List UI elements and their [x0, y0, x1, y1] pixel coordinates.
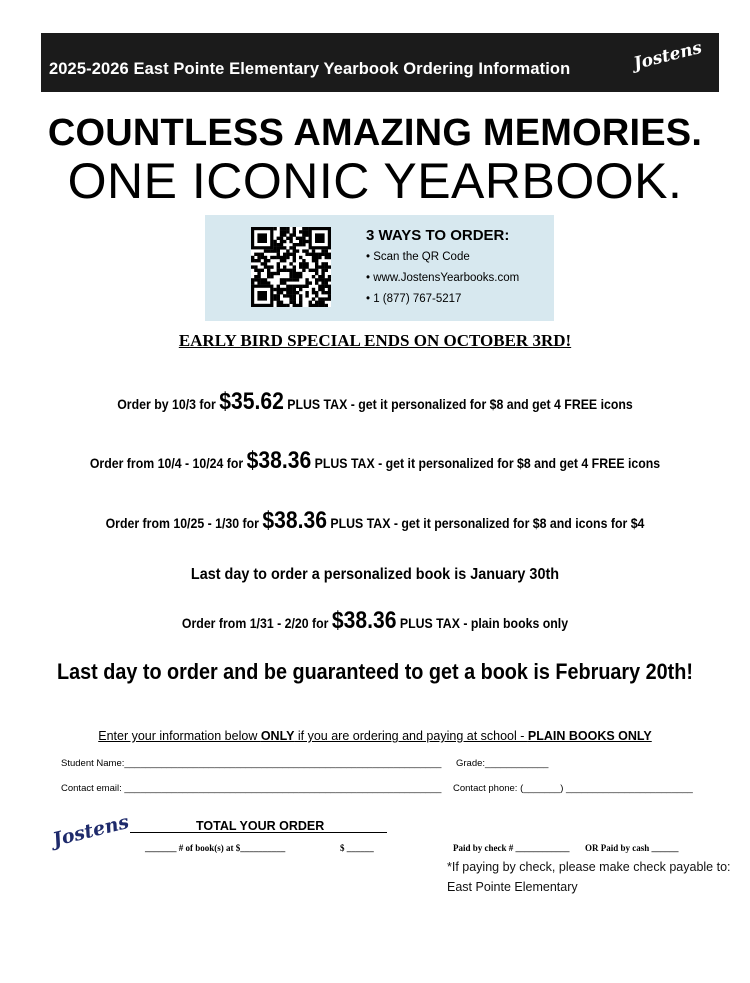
headline-line-2: ONE ICONIC YEARBOOK. [67, 153, 683, 209]
qr-code-icon[interactable] [251, 227, 331, 307]
price-prefix: Order from 10/25 - 1/30 for [105, 515, 263, 531]
order-options-box [205, 215, 554, 321]
price-prefix: Order from 10/4 - 10/24 for [89, 455, 247, 471]
order-way-qr: • Scan the QR Code [366, 251, 470, 263]
jostens-logo-bottom: Jostens [50, 810, 132, 852]
instructions-text-mid: if you are ordering and paying at school - [294, 729, 528, 743]
header-bar [41, 33, 719, 92]
student-name-field[interactable]: Student Name:____________________________________________________________ [61, 758, 442, 769]
instructions-only: ONLY [260, 729, 295, 743]
price-suffix: PLUS TAX - get it personalized for $8 and get 4 FREE icons [311, 455, 661, 471]
order-ways-title: 3 WAYS TO ORDER: [366, 227, 510, 244]
check-payable-name: East Pointe Elementary [447, 880, 578, 894]
total-amount-field[interactable]: $ ______ [340, 843, 374, 853]
jostens-logo: Jostens [632, 37, 705, 75]
book-count-field[interactable]: _______ # of book(s) at $__________ [145, 843, 286, 853]
price-prefix: Order from 1/31 - 2/20 for [181, 615, 332, 631]
early-bird-notice: EARLY BIRD SPECIAL ENDS ON OCTOBER 3RD! [178, 331, 572, 350]
final-deadline: Last day to order and be guaranteed to get a book is February 20th! [57, 659, 693, 684]
order-way-phone: • 1 (877) 767-5217 [366, 293, 462, 305]
price-amount: $38.36 [331, 607, 397, 634]
check-payable-note: *If paying by check, please make check payable to: [447, 860, 731, 874]
price-amount: $35.62 [219, 388, 284, 415]
price-prefix: Order by 10/3 for [117, 396, 220, 412]
total-order-title: TOTAL YOUR ORDER [196, 819, 325, 833]
personalized-deadline: Last day to order a personalized book is January 30th [190, 566, 560, 583]
header-title: 2025-2026 East Pointe Elementary Yearbook Ordering Information [49, 60, 571, 78]
price-suffix: PLUS TAX - get it personalized for $8 and icons for $4 [326, 515, 645, 531]
instructions-text: Enter your information below [98, 729, 261, 743]
price-suffix: PLUS TAX - get it personalized for $8 and get 4 FREE icons [283, 396, 633, 412]
form-instructions [0, 729, 750, 743]
order-way-website[interactable]: • www.JostensYearbooks.com [366, 272, 520, 284]
total-order-rule [130, 832, 387, 833]
price-line-4 [45, 607, 705, 635]
contact-phone-field[interactable]: Contact phone: (_______) ________________________ [453, 783, 693, 794]
headline-line-1: COUNTLESS AMAZING MEMORIES. [47, 112, 703, 154]
instructions-plain-books: PLAIN BOOKS ONLY [527, 729, 652, 743]
price-line-1 [45, 388, 705, 416]
price-line-2 [45, 447, 705, 475]
paid-by-cash-field[interactable]: OR Paid by cash ______ [585, 843, 679, 853]
price-amount: $38.36 [246, 447, 312, 474]
paid-by-check-field[interactable]: Paid by check # ____________ [453, 843, 570, 853]
grade-field[interactable]: Grade:____________ [456, 758, 549, 769]
price-amount: $38.36 [262, 507, 327, 534]
price-suffix: PLUS TAX - plain books only [396, 615, 569, 631]
contact-email-field[interactable]: Contact email: ____________________________________________________________ [61, 783, 442, 794]
price-line-3 [45, 507, 705, 535]
